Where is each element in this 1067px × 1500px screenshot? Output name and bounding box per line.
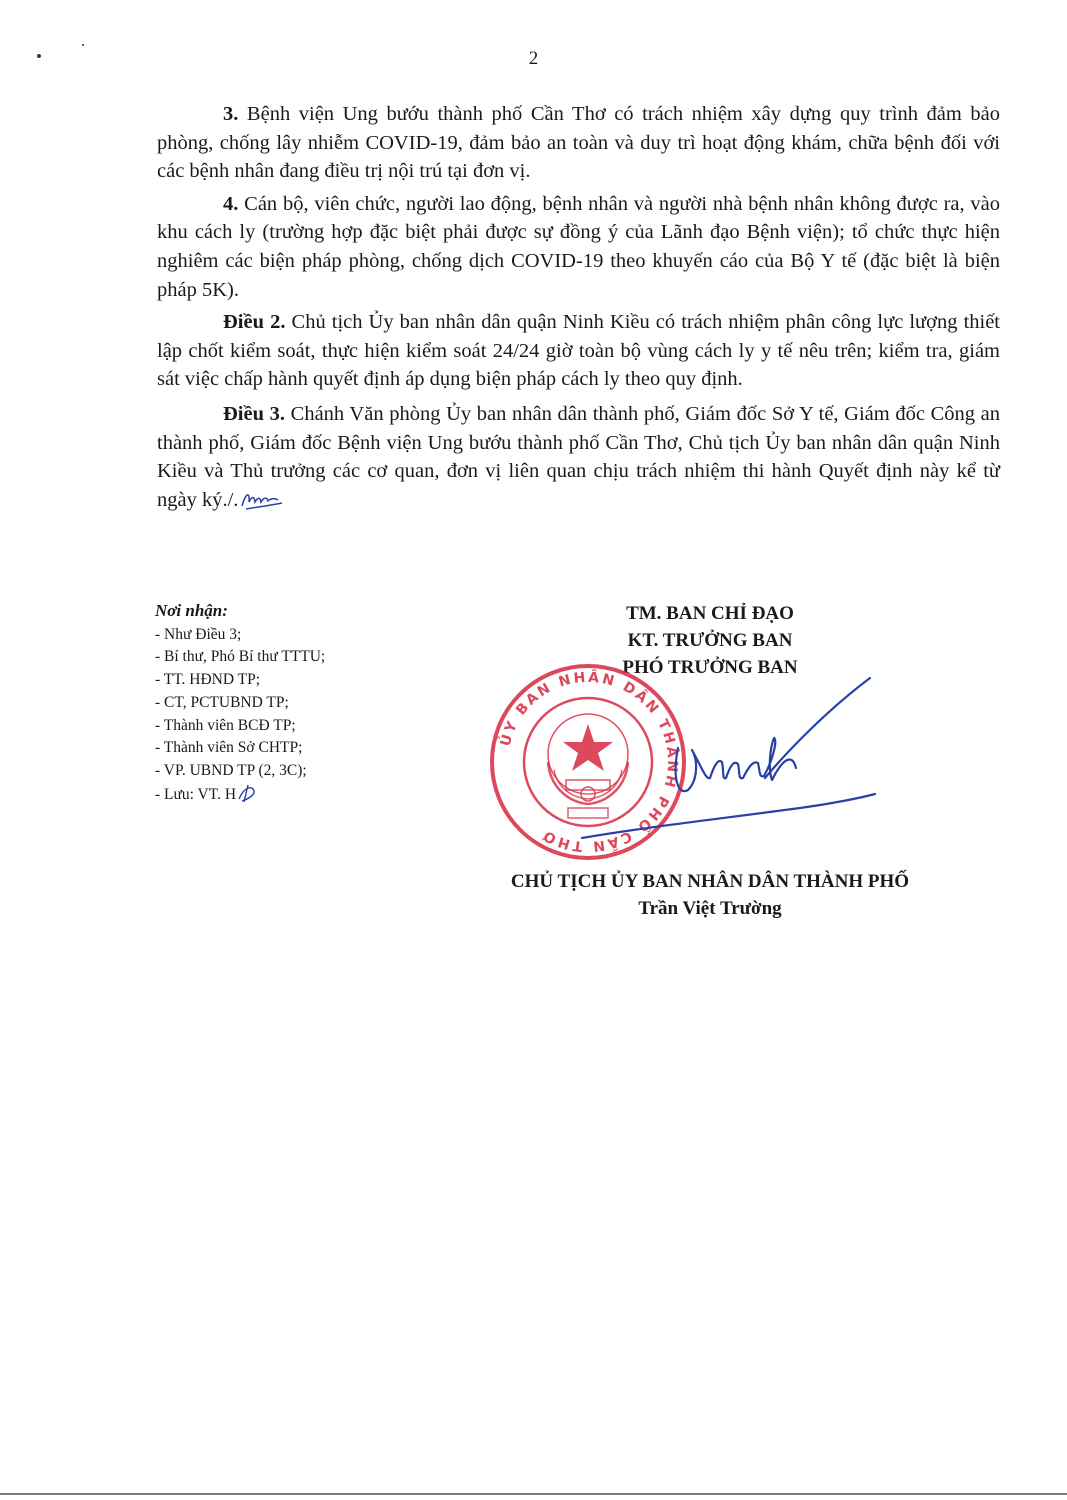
recipient-item: - Như Điều 3;: [155, 625, 242, 643]
recipient-item-archive-text: - Lưu: VT. H: [155, 785, 237, 803]
recipient-item-archive: [155, 783, 455, 807]
signer-title: CHỦ TỊCH ỦY BAN NHÂN DÂN THÀNH PHỐ: [510, 871, 910, 892]
recipient-item: - Bí thư, Phó Bí thư TTTU;: [155, 648, 326, 666]
initials-mark-icon: [240, 488, 286, 512]
signature-line-3: PHÓ TRƯỞNG BAN: [622, 657, 798, 678]
signature-line-1: TM. BAN CHỈ ĐẠO: [626, 603, 794, 624]
recipient-item: - Thành viên BCĐ TP;: [155, 716, 296, 734]
paragraph-text: Cán bộ, viên chức, người lao động, bệnh nhân và người nhà bệnh nhân không được ra, vào khu cách ly (trường hợp đặc biệt phải được sự đồng ý của Lãnh đạo Bệnh viện); tổ chức thực hiện nghiêm các biện pháp phòng, chống dịch COVID-19 theo khuyến cáo của Bộ Y tế (đặc biệt là biện pháp 5K).: [157, 192, 1000, 301]
archive-initials-icon: [236, 783, 260, 803]
item-number: 3.: [223, 103, 239, 125]
item-number: 4.: [223, 192, 239, 215]
article-number: Điều 3.: [223, 402, 286, 425]
page-number: 2: [528, 48, 539, 69]
handwritten-signature-icon: [560, 668, 890, 848]
recipient-item: - VP. UBND TP (2, 3C);: [155, 761, 307, 779]
paragraph-article-3: [157, 400, 1000, 514]
recipients-title: Nơi nhận:: [155, 601, 228, 620]
recipient-item: - Thành viên Sở CHTP;: [155, 739, 303, 757]
recipient-item: - TT. HĐND TP;: [155, 671, 261, 689]
article-number: Điều 2.: [223, 311, 286, 334]
paragraph-item-4: [157, 190, 1000, 304]
recipients-list: [155, 600, 455, 806]
document-body: [157, 100, 1000, 518]
paragraph-text: Chủ tịch Ủy ban nhân dân quận Ninh Kiều có trách nhiệm phân công lực lượng thiết lập chốt kiểm soát, thực hiện kiểm soát 24/24 giờ toàn bộ vùng cách ly y tế nêu trên; kiểm tra, giám sát việc chấp hành quyết định áp dụng biện pháp cách ly theo quy định.: [157, 311, 1001, 391]
signature-line-2: KT. TRƯỞNG BAN: [627, 630, 793, 651]
seal-text: ỦY BAN NHÂN DÂN THÀNH PHỐ CẦN THƠ: [497, 669, 681, 855]
signer-name: Trần Việt Trường: [638, 898, 782, 919]
paragraph-text: Chánh Văn phòng Ủy ban nhân dân thành phố, Giám đốc Sở Y tế, Giám đốc Công an thành phố, Giám đốc Bệnh viện Ung bướu thành phố Cần Thơ, Chủ tịch Ủy ban nhân dân quận Ninh Kiều và Thủ trưởng các cơ quan, đơn vị liên quan chịu trách nhiệm thi hành Quyết định này kể từ ngày ký./.: [157, 402, 1000, 511]
paragraph-text: Bệnh viện Ung bướu thành phố Cần Thơ có trách nhiệm xây dựng quy trình đảm bảo phòng, chống lây nhiễm COVID-19, đảm bảo an toàn và duy trì hoạt động khám, chữa bệnh đối với các bệnh nhân đang điều trị nội trú tại đơn vị.: [157, 103, 1000, 183]
scan-bottom-edge: [0, 1493, 1067, 1495]
signer-block: [420, 868, 1000, 922]
paragraph-article-2: [157, 308, 1000, 394]
paragraph-item-3: [157, 100, 1000, 186]
recipient-item: - CT, PCTUBND TP;: [155, 693, 289, 711]
scan-speck: [82, 44, 84, 46]
